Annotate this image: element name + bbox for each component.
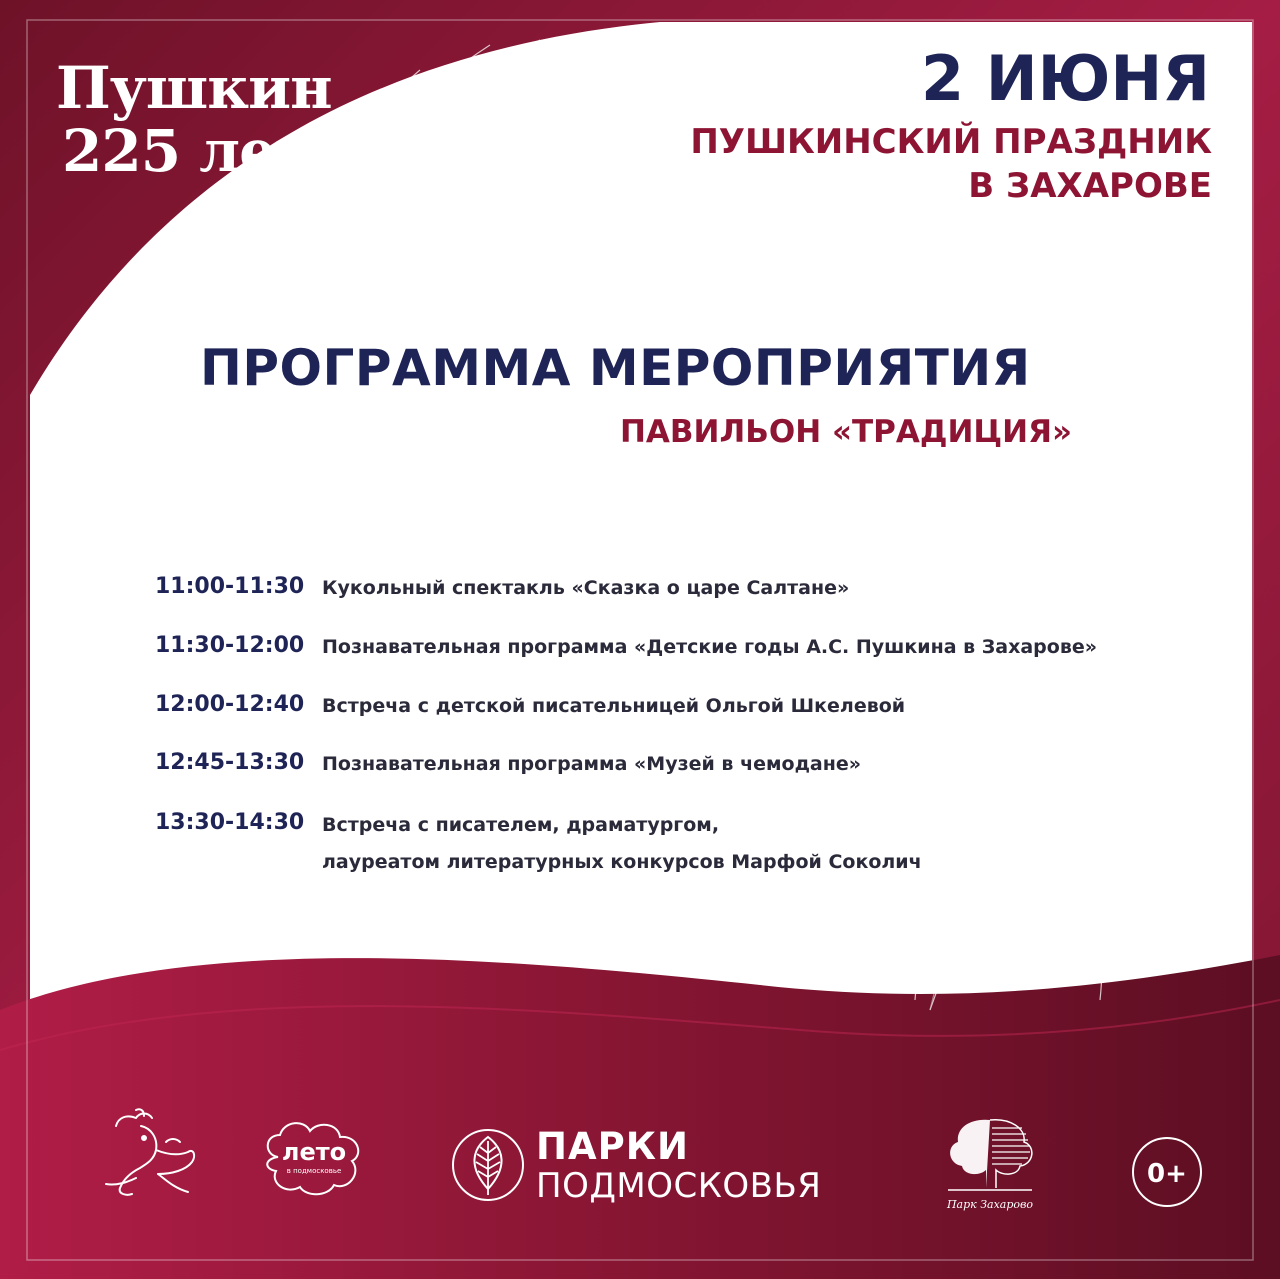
event-date: 2 ИЮНЯ [920, 42, 1210, 115]
schedule-time: 12:00-12:40 [155, 692, 305, 717]
schedule-description: Кукольный спектакль «Сказка о царе Салтане» [322, 577, 850, 599]
schedule-description: лауреатом литературных конкурсов Марфой Соколич [322, 851, 922, 873]
schedule-description: Познавательная программа «Детские годы А.С. Пушкина в Захарове» [322, 636, 1098, 658]
schedule-description: Познавательная программа «Музей в чемодане» [322, 753, 862, 775]
age-rating-badge: 0+ [1132, 1137, 1202, 1207]
parks-logo-line1: ПАРКИ [536, 1125, 689, 1168]
event-title-line2: В ЗАХАРОВЕ [968, 166, 1212, 206]
program-title: ПРОГРАММА МЕРОПРИЯТИЯ [200, 339, 1031, 397]
zakharovo-logo-caption: Парк Захарово [946, 1198, 1034, 1211]
event-title-line1: ПУШКИНСКИЙ ПРАЗДНИК [690, 122, 1212, 162]
schedule-time: 11:00-11:30 [155, 574, 305, 599]
leto-logo-sub: в подмосковье [286, 1167, 342, 1175]
deer-logo-icon [96, 1108, 206, 1204]
schedule-description: Встреча с писателем, драматургом, [322, 814, 720, 836]
leaf-icon [450, 1127, 526, 1203]
schedule-time: 11:30-12:00 [155, 633, 305, 658]
anniversary-years: 225 лет [62, 117, 310, 185]
schedule-time: 13:30-14:30 [155, 810, 305, 835]
schedule-time: 12:45-13:30 [155, 750, 305, 775]
parks-logo-line2: ПОДМОСКОВЬЯ [536, 1166, 822, 1206]
schedule-description: Встреча с детской писательницей Ольгой Шкелевой [322, 695, 906, 717]
program-venue: ПАВИЛЬОН «ТРАДИЦИЯ» [619, 414, 1072, 450]
leto-logo-word: лето [281, 1138, 347, 1166]
anniversary-name: Пушкин [56, 54, 332, 122]
tree-icon [940, 1110, 1040, 1200]
